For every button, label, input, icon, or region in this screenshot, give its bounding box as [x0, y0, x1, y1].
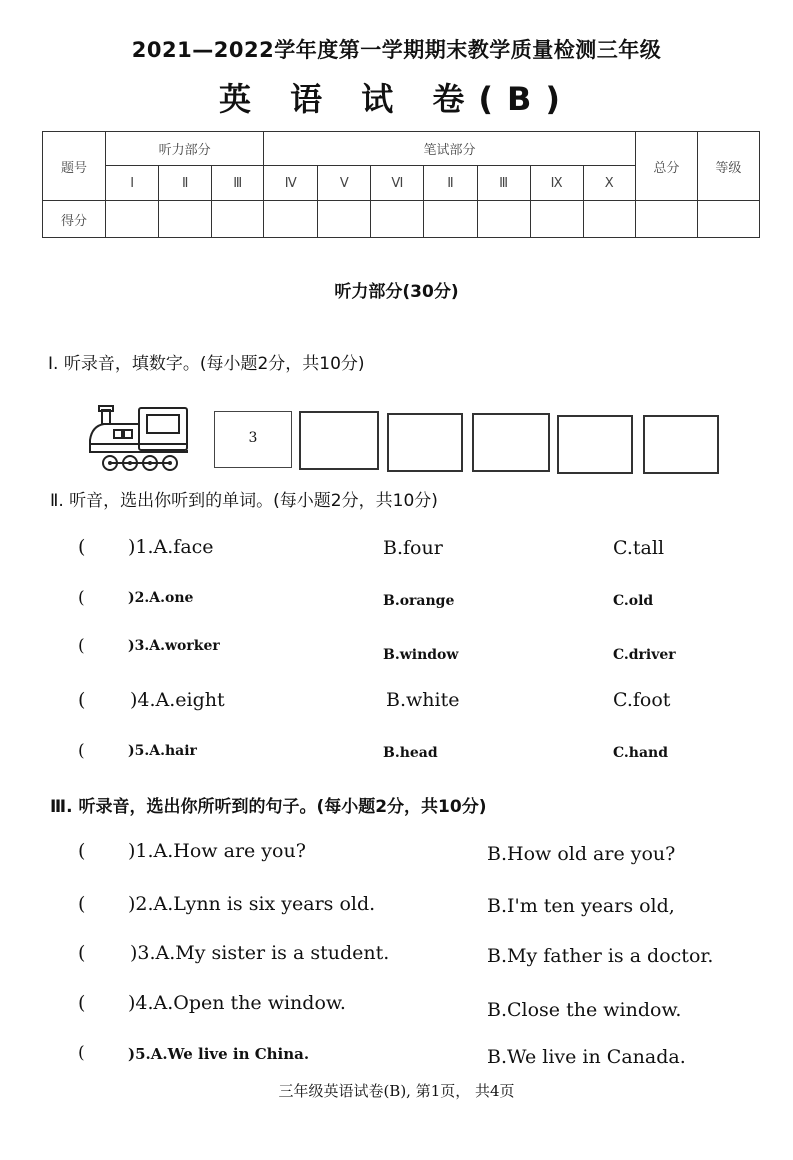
score-cell[interactable]	[697, 201, 759, 238]
answer-paren[interactable]: (	[78, 1043, 85, 1063]
option-b: B.I'm ten years old,	[487, 895, 675, 917]
score-cell[interactable]	[264, 201, 318, 238]
answer-box[interactable]	[472, 413, 550, 472]
col-header: Ⅹ	[583, 166, 635, 201]
option-b: B.We live in Canada.	[487, 1046, 686, 1068]
answer-paren[interactable]: (	[78, 741, 85, 761]
col-header: Ⅱ	[424, 166, 477, 201]
score-cell[interactable]	[159, 201, 212, 238]
option-a: )3.A.worker	[128, 638, 220, 654]
option-b: B.white	[386, 689, 460, 711]
col-header: Ⅴ	[318, 166, 371, 201]
score-cell[interactable]	[212, 201, 264, 238]
option-a: )1.A.How are you?	[128, 840, 306, 862]
answer-box[interactable]	[299, 411, 379, 470]
option-a: )2.A.one	[128, 590, 194, 606]
option-a: )1.A.face	[128, 536, 214, 558]
option-c: C.driver	[613, 647, 676, 663]
col-header: Ⅵ	[371, 166, 424, 201]
row-label-score: 得分	[43, 201, 106, 238]
page-footer: 三年级英语试卷(B), 第1页， 共4页	[278, 1082, 515, 1100]
answer-paren[interactable]: (	[78, 636, 85, 656]
score-cell[interactable]	[583, 201, 635, 238]
train-icon	[84, 402, 192, 474]
part3-heading: Ⅲ. 听录音，选出你所听到的句子。(每小题2分，共10分)	[50, 797, 487, 817]
answer-paren[interactable]: (	[78, 536, 86, 558]
score-cell[interactable]	[530, 201, 583, 238]
option-b: B.My father is a doctor.	[487, 945, 714, 967]
col-header: Ⅸ	[530, 166, 583, 201]
group-listening: 听力部分	[106, 132, 264, 166]
col-header: Ⅳ	[264, 166, 318, 201]
part2-heading: Ⅱ. 听音，选出你听到的单词。(每小题2分，共10分)	[50, 491, 438, 511]
option-a: )2.A.Lynn is six years old.	[128, 893, 376, 915]
answer-box[interactable]	[557, 415, 633, 474]
answer-paren[interactable]: (	[78, 588, 85, 608]
option-b: B.four	[383, 537, 443, 559]
exam-title: 2021—2022学年度第一学期期末教学质量检测三年级	[131, 38, 662, 62]
col-header: I	[106, 166, 159, 201]
option-a: )4.A.Open the window.	[128, 992, 346, 1014]
answer-paren[interactable]: (	[78, 893, 86, 915]
answer-box[interactable]	[387, 413, 463, 472]
option-a: )3.A.My sister is a student.	[130, 942, 390, 964]
answer-paren[interactable]: (	[78, 840, 86, 862]
part1-heading: I. 听录音，填数字。(每小题2分，共10分)	[48, 354, 365, 374]
option-c: C.foot	[613, 689, 671, 711]
group-writing: 笔试部分	[264, 132, 636, 166]
option-b: B.orange	[383, 593, 455, 609]
answer-paren[interactable]: (	[78, 942, 86, 964]
option-b: B.window	[383, 647, 459, 663]
score-cell[interactable]	[106, 201, 159, 238]
option-a: )5.A.hair	[128, 743, 197, 759]
row-label-number: 题号	[43, 132, 106, 201]
score-table	[42, 131, 760, 238]
score-cell[interactable]	[371, 201, 424, 238]
option-b: B.How old are you?	[487, 843, 676, 865]
listening-section-title: 听力部分(30分)	[334, 282, 459, 302]
option-c: C.old	[613, 593, 654, 609]
score-cell[interactable]	[424, 201, 477, 238]
option-c: C.hand	[613, 745, 668, 761]
total-header: 总分	[635, 132, 697, 201]
option-c: C.tall	[613, 537, 665, 559]
option-b: B.Close the window.	[487, 999, 682, 1021]
option-a: )5.A.We live in China.	[128, 1045, 310, 1063]
col-header: Ⅱ	[159, 166, 212, 201]
score-cell[interactable]	[318, 201, 371, 238]
grade-header: 等级	[697, 132, 759, 201]
option-a: )4.A.eight	[130, 689, 225, 711]
col-header: Ⅲ	[212, 166, 264, 201]
score-cell[interactable]	[635, 201, 697, 238]
score-cell[interactable]	[477, 201, 530, 238]
col-header: Ⅲ	[477, 166, 530, 201]
answer-paren[interactable]: (	[78, 992, 86, 1014]
answer-paren[interactable]: (	[78, 689, 86, 711]
exam-subtitle: 英 语 试 卷(B)	[218, 80, 575, 118]
answer-box[interactable]	[643, 415, 719, 474]
option-b: B.head	[383, 745, 438, 761]
answer-box[interactable]: 3	[214, 411, 292, 468]
